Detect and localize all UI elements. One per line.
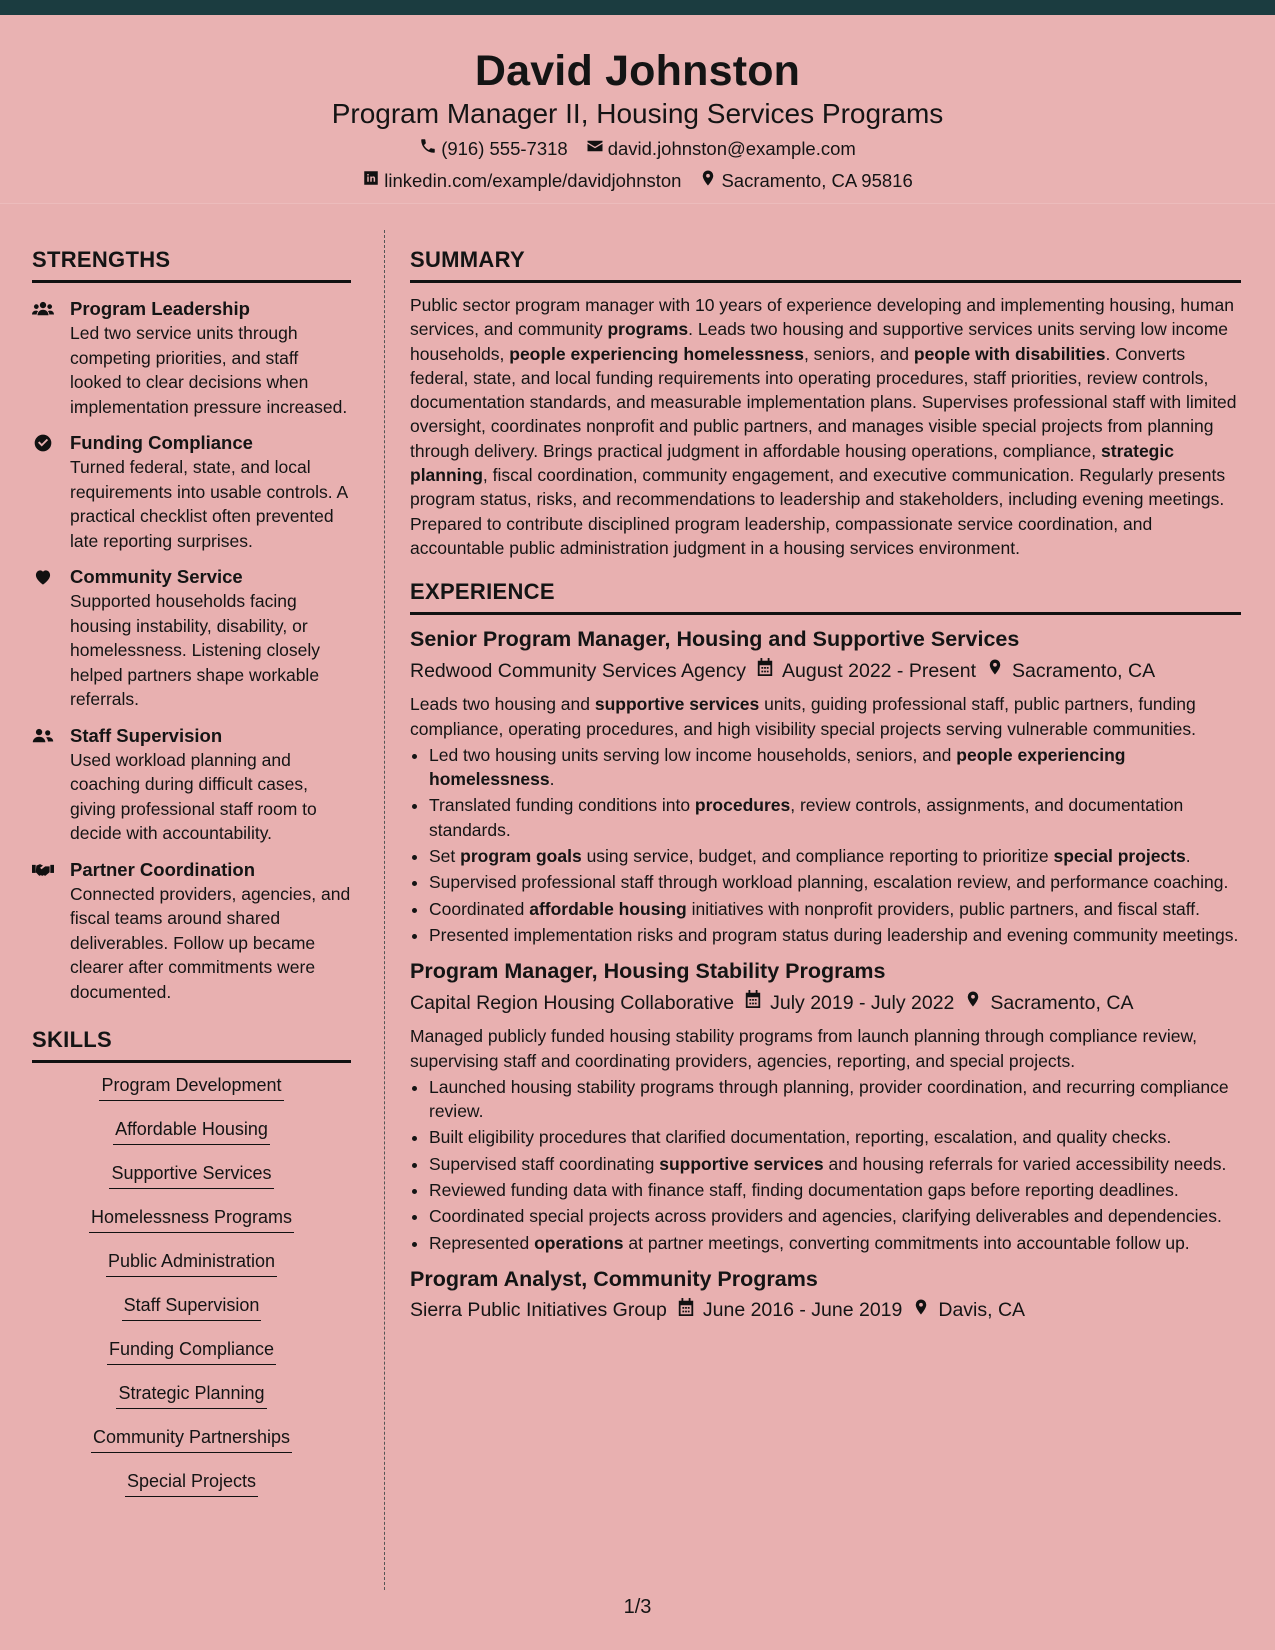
strength-description: Supported households facing housing instability, disability, or homelessness. Listening closely helped partners shape workable referrals.	[70, 591, 320, 709]
job-bullet: • Coordinated affordable housing initiatives with nonprofit providers, public partners, and fiscal staff.	[429, 897, 1241, 921]
job-bullet: • Supervised professional staff through workload planning, escalation review, and performance coaching.	[429, 870, 1241, 894]
phone-contact	[419, 137, 568, 161]
calendar-icon	[744, 989, 762, 1016]
job-meta	[410, 657, 1241, 684]
contact-row-2	[0, 169, 1275, 193]
job-bullet: • Coordinated special projects across providers and agencies, clarifying deliverables and dependencies.	[429, 1204, 1241, 1228]
job-dates: August 2022 - Present	[782, 659, 977, 682]
job-bullet: • Led two housing units serving low income households, seniors, and people experiencing homelessness.	[429, 743, 1241, 792]
check-circle-icon	[32, 431, 70, 553]
calendar-icon	[756, 657, 774, 684]
skill-tag: Public Administration	[106, 1249, 277, 1277]
summary-text: Public sector program manager with 10 years of experience developing and implementing housing, human services, and community programs. Leads two housing and supportive services units serving low income households, people experiencing homelessness, seniors, and people with disabilities. Converts federal, state, and local funding requirements into operating procedures, staff priorities, review controls, documentation standards, and measurable implementation plans. Supervises professional staff with limited oversight, coordinates nonprofit and public partners, and manages visible special projects from planning through delivery. Brings practical judgment in affordable housing operations, compliance, strategic planning, fiscal coordination, community engagement, and executive communication. Regularly presents program status, risks, and recommendations to leadership and stakeholders, including evening meetings. Prepared to contribute disciplined program leadership, compassionate service coordination, and accountable public administration judgment in a housing services environment.	[410, 295, 1237, 558]
job-bullet: • Built eligibility procedures that clarified documentation, reporting, escalation, and quality checks.	[429, 1125, 1241, 1149]
company-name: Redwood Community Services Agency	[410, 659, 746, 682]
job-entry	[410, 1265, 1241, 1324]
job-dates: July 2019 - July 2022	[770, 991, 955, 1014]
skills-heading: SKILLS	[32, 1026, 351, 1063]
summary-heading: SUMMARY	[410, 246, 1241, 283]
job-dates: June 2016 - June 2019	[702, 1299, 903, 1322]
job-bullets	[410, 743, 1241, 947]
skill-tag: Strategic Planning	[116, 1381, 266, 1409]
experience-list	[410, 625, 1241, 1324]
strength-title: Staff Supervision	[70, 724, 223, 746]
job-description: Managed publicly funded housing stability programs from launch planning through compliance review, supervising staff and coordinating providers, agencies, reporting, and special projects.	[410, 1026, 1197, 1071]
job-bullet: • Translated funding conditions into procedures, review controls, assignments, and documentation standards.	[429, 793, 1241, 842]
strength-title: Partner Coordination	[70, 858, 256, 880]
email-contact[interactable]	[586, 137, 856, 161]
location-contact	[699, 169, 912, 193]
linkedin-link[interactable]: linkedin.com/example/davidjohnston	[384, 170, 682, 191]
candidate-title: Program Manager II, Housing Services Programs	[331, 98, 944, 129]
strength-description: Turned federal, state, and local requirements into usable controls. A practical checklist often prevented late reporting surprises.	[70, 457, 348, 551]
company-name: Capital Region Housing Collaborative	[410, 991, 735, 1014]
job-title: Senior Program Manager, Housing and Supportive Services	[410, 627, 1020, 652]
strength-item	[32, 297, 351, 419]
job-entry	[410, 625, 1241, 947]
strength-item	[32, 724, 351, 846]
job-bullets	[410, 1075, 1241, 1255]
skill-tag: Community Partnerships	[91, 1425, 292, 1453]
skills-list	[32, 1073, 351, 1513]
skill-tag: Program Development	[99, 1073, 283, 1101]
heart-icon	[32, 565, 70, 712]
phone-text: (916) 555-7318	[441, 138, 568, 159]
linkedin-icon	[362, 169, 380, 193]
users-icon	[32, 297, 70, 419]
job-meta	[410, 1297, 1241, 1324]
skill-tag: Funding Compliance	[107, 1337, 276, 1365]
job-location: Sacramento, CA	[990, 991, 1134, 1014]
calendar-icon	[677, 1297, 695, 1324]
skill-tag: Homelessness Programs	[89, 1205, 294, 1233]
job-entry	[410, 957, 1241, 1255]
map-pin-icon	[699, 169, 717, 193]
strengths-list	[32, 297, 351, 1004]
job-description: Leads two housing and supportive services units, guiding professional staff, public partners, funding compliance, operating procedures, and high visibility special projects serving vulnerable communities.	[410, 694, 1196, 739]
candidate-name: David Johnston	[474, 47, 801, 95]
job-bullet: • Represented operations at partner meetings, converting commitments into accountable follow up.	[429, 1231, 1241, 1255]
map-pin-icon	[912, 1297, 930, 1324]
job-meta	[410, 989, 1241, 1016]
location-text: Sacramento, CA 95816	[721, 170, 913, 191]
strength-description: Connected providers, agencies, and fiscal teams around shared deliverables. Follow up became clearer after commitments were documented.	[70, 883, 351, 1002]
company-name: Sierra Public Initiatives Group	[410, 1299, 667, 1322]
strength-item	[32, 565, 351, 712]
experience-heading: EXPERIENCE	[410, 578, 1241, 615]
strength-title: Program Leadership	[70, 298, 250, 319]
strengths-heading: STRENGTHS	[32, 246, 351, 283]
strength-description: Used workload planning and coaching during difficult cases, giving professional staff room to decide with accountability.	[70, 749, 317, 843]
top-accent-bar	[0, 0, 1275, 15]
email-link[interactable]: david.johnston@example.com	[607, 138, 856, 159]
skill-tag: Staff Supervision	[122, 1293, 262, 1321]
column-divider	[384, 230, 385, 1590]
job-title: Program Manager, Housing Stability Programs	[410, 959, 886, 984]
skill-tag: Affordable Housing	[113, 1117, 270, 1145]
strength-title: Funding Compliance	[70, 432, 253, 453]
phone-icon	[419, 137, 437, 161]
resume-body	[0, 230, 1275, 1590]
handshake-icon	[32, 858, 70, 1005]
job-location: Davis, CA	[938, 1299, 1026, 1322]
left-column	[32, 230, 351, 1513]
job-bullet: • Presented implementation risks and program status during leadership and evening community meetings.	[429, 923, 1241, 947]
job-title: Program Analyst, Community Programs	[410, 1266, 818, 1291]
user-group-icon	[32, 724, 70, 846]
job-bullet: • Set program goals using service, budget, and compliance reporting to prioritize special projects.	[429, 844, 1241, 868]
map-pin-icon	[986, 657, 1004, 684]
skill-tag: Supportive Services	[109, 1161, 273, 1189]
linkedin-contact[interactable]	[362, 169, 681, 193]
job-bullet: • Launched housing stability programs through planning, provider coordination, and recurring compliance review.	[429, 1075, 1241, 1124]
job-bullet: • Supervised staff coordinating supportive services and housing referrals for varied accessibility needs.	[429, 1152, 1241, 1176]
skill-tag: Special Projects	[125, 1469, 258, 1497]
job-location: Sacramento, CA	[1012, 659, 1156, 682]
right-column	[410, 230, 1241, 1324]
resume-header	[0, 15, 1275, 204]
map-pin-icon	[964, 989, 982, 1016]
strength-description: Led two service units through competing priorities, and staff looked to clear decisions when implementation pressure increased.	[70, 323, 348, 417]
envelope-icon	[586, 137, 604, 161]
page-number: 1/3	[623, 1596, 652, 1618]
job-bullet: • Reviewed funding data with finance staff, finding documentation gaps before reporting deadlines.	[429, 1178, 1241, 1202]
strength-item	[32, 858, 351, 1005]
strength-title: Community Service	[70, 566, 243, 587]
strength-item	[32, 431, 351, 553]
contact-row-1	[0, 137, 1275, 161]
